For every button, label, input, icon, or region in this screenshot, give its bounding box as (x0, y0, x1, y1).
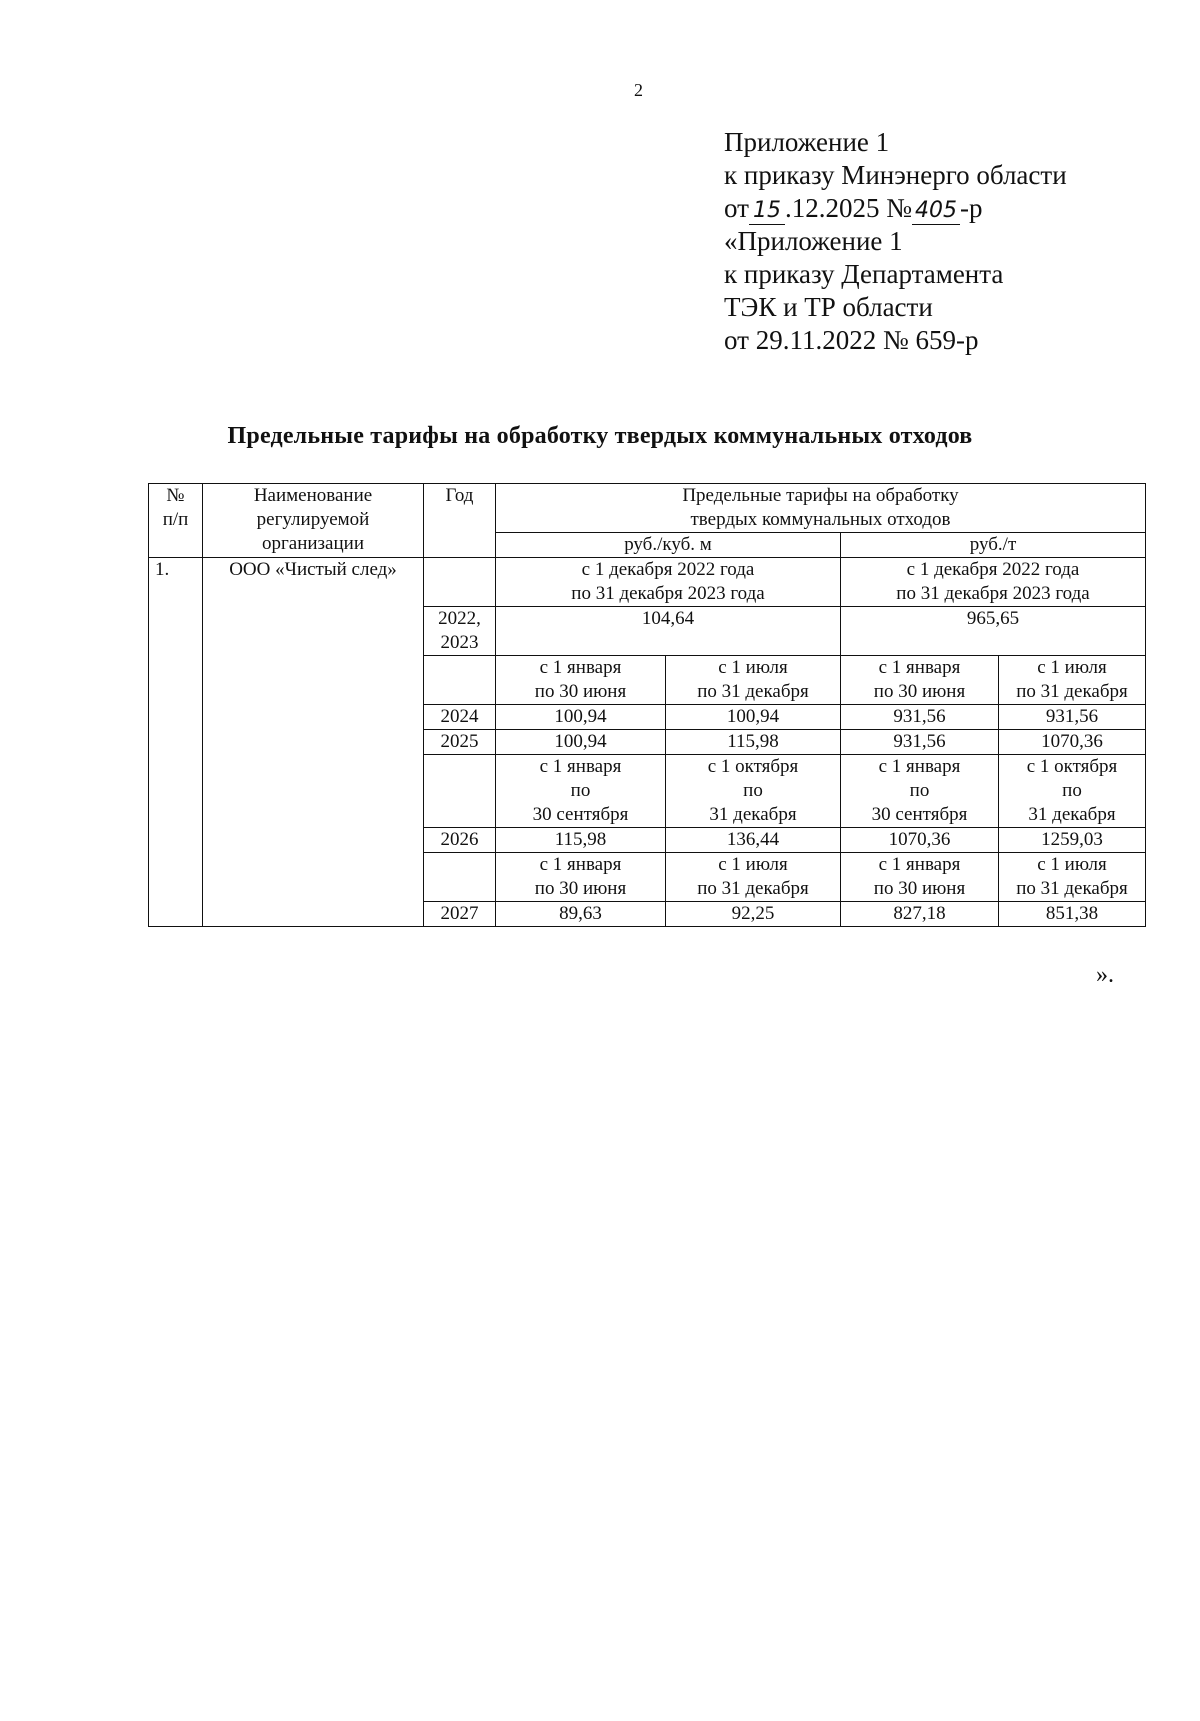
year-cell-empty (424, 656, 496, 705)
closing-quote: ». (1096, 962, 1114, 988)
value-cell: 827,18 (841, 902, 999, 927)
appendix-line-2: к приказу Минэнерго области (724, 160, 1067, 190)
value-cell: 931,56 (999, 705, 1146, 730)
year-2022-2023: 2022, 2023 (424, 607, 496, 656)
tariff-table (148, 483, 1146, 927)
value-cell: 100,94 (496, 705, 666, 730)
value-2022-volume: 104,64 (496, 607, 841, 656)
document-title: Предельные тарифы на обработку твердых коммунальных отходов (227, 423, 973, 449)
handwritten-day: 15 (749, 198, 785, 225)
period-q4: с 1 октября по 31 декабря (666, 755, 841, 828)
value-cell: 115,98 (496, 828, 666, 853)
year-cell-empty (424, 853, 496, 902)
header-unit-volume: руб./куб. м (496, 533, 841, 558)
header-year: Год (424, 484, 496, 558)
period-h2: с 1 июля по 31 декабря (999, 656, 1146, 705)
org-name: ООО «Чистый след» (203, 558, 424, 927)
value-cell: 89,63 (496, 902, 666, 927)
page-number: 2 (634, 80, 643, 100)
value-cell: 851,38 (999, 902, 1146, 927)
period-h1: с 1 января по 30 июня (841, 656, 999, 705)
appendix-order-suffix: -р (959, 193, 983, 223)
appendix-line-7: от 29.11.2022 № 659-р (724, 325, 979, 355)
appendix-line-1: Приложение 1 (724, 127, 890, 157)
period-q1-3: с 1 января по 30 сентября (496, 755, 666, 828)
year-2024: 2024 (424, 705, 496, 730)
period-q1-3: с 1 января по 30 сентября (841, 755, 999, 828)
period-h2: с 1 июля по 31 декабря (666, 656, 841, 705)
year-cell-empty (424, 755, 496, 828)
appendix-line-6: ТЭК и ТР области (724, 292, 933, 322)
year-2026: 2026 (424, 828, 496, 853)
value-cell: 1070,36 (999, 730, 1146, 755)
value-2022-mass: 965,65 (841, 607, 1146, 656)
value-cell: 100,94 (666, 705, 841, 730)
appendix-line-3 (724, 192, 1067, 225)
value-cell: 100,94 (496, 730, 666, 755)
header-unit-mass: руб./т (841, 533, 1146, 558)
handwritten-order-number: 405 (912, 198, 960, 225)
appendix-line-4: «Приложение 1 (724, 226, 903, 256)
appendix-block (724, 126, 1067, 357)
value-cell: 1070,36 (841, 828, 999, 853)
value-cell: 92,25 (666, 902, 841, 927)
period-2022-mass: с 1 декабря 2022 года по 31 декабря 2023 года (841, 558, 1146, 607)
period-h2: с 1 июля по 31 декабря (666, 853, 841, 902)
period-h1: с 1 января по 30 июня (496, 853, 666, 902)
header-org: Наименование регулируемой организации (203, 484, 424, 558)
appendix-date-prefix: от (724, 193, 749, 223)
header-num: № п/п (149, 484, 203, 558)
appendix-line-5: к приказу Департамента (724, 259, 1004, 289)
period-q4: с 1 октября по 31 декабря (999, 755, 1146, 828)
value-cell: 931,56 (841, 705, 999, 730)
appendix-date-middle: .12.2025 № (784, 193, 912, 223)
value-cell: 136,44 (666, 828, 841, 853)
value-cell: 115,98 (666, 730, 841, 755)
value-cell: 931,56 (841, 730, 999, 755)
value-cell: 1259,03 (999, 828, 1146, 853)
period-h1: с 1 января по 30 июня (841, 853, 999, 902)
period-h2: с 1 июля по 31 декабря (999, 853, 1146, 902)
year-2027: 2027 (424, 902, 496, 927)
header-tariffs: Предельные тарифы на обработку твердых коммунальных отходов (496, 484, 1146, 533)
period-h1: с 1 января по 30 июня (496, 656, 666, 705)
row-number: 1. (149, 558, 203, 927)
period-2022-volume: с 1 декабря 2022 года по 31 декабря 2023 года (496, 558, 841, 607)
year-2025: 2025 (424, 730, 496, 755)
year-cell-empty (424, 558, 496, 607)
